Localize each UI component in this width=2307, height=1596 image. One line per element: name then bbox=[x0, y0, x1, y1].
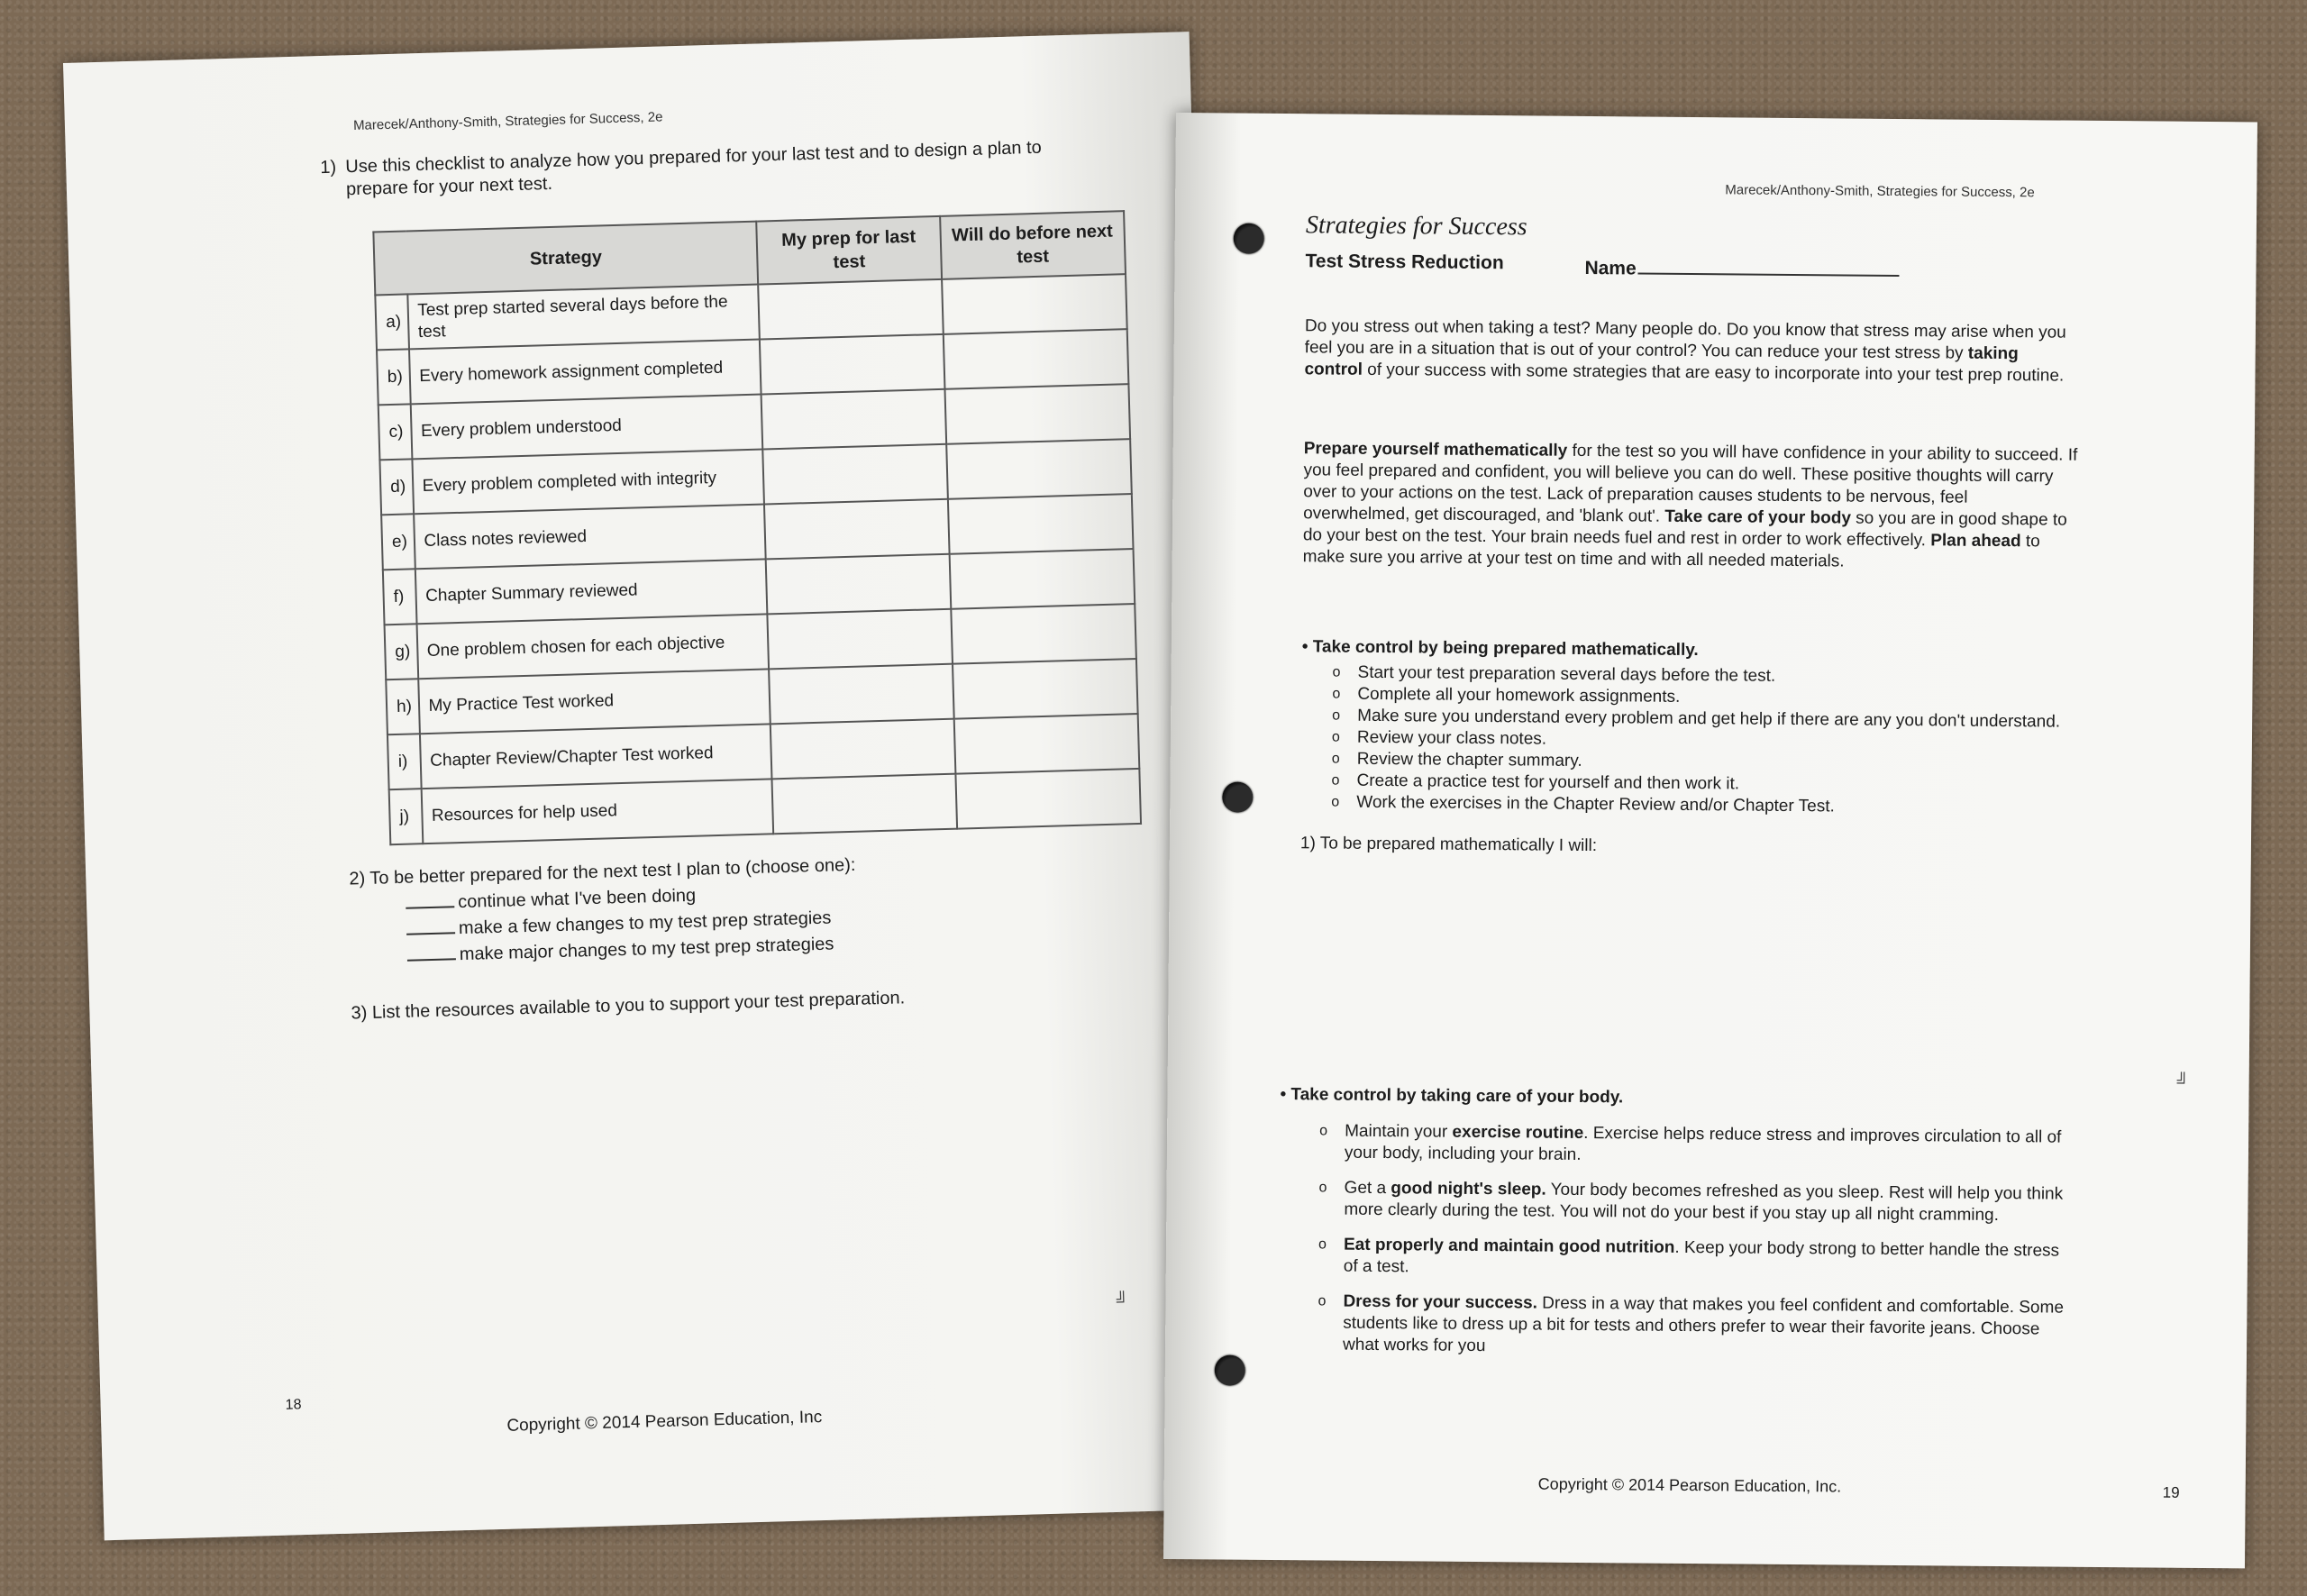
will-do-cell[interactable] bbox=[953, 659, 1138, 719]
prepare-bold-1: Prepare yourself mathematically bbox=[1303, 439, 1568, 461]
body-section-heading: • Take control by taking care of your body. bbox=[1280, 1085, 1624, 1108]
row-letter: b) bbox=[377, 349, 410, 405]
list-item: o Review your class notes. bbox=[1319, 726, 2076, 754]
row-letter: g) bbox=[385, 624, 418, 679]
question-1-number: 1) bbox=[320, 157, 337, 178]
list-item: o Review the chapter summary. bbox=[1319, 748, 2076, 776]
math-section-heading: • Take control by being prepared mathematically. bbox=[1301, 637, 1699, 661]
row-strategy: Chapter Review/Chapter Test worked bbox=[419, 724, 771, 789]
row-letter: d) bbox=[379, 459, 413, 515]
my-prep-cell[interactable] bbox=[763, 444, 948, 505]
intro-paragraph bbox=[1304, 315, 2080, 388]
my-prep-cell[interactable] bbox=[764, 499, 949, 560]
row-letter: c) bbox=[378, 404, 412, 460]
row-strategy: My Practice Test worked bbox=[418, 669, 771, 734]
my-prep-cell[interactable] bbox=[766, 554, 951, 615]
will-do-cell[interactable] bbox=[955, 769, 1141, 829]
copyright-right: Copyright © 2014 Pearson Education, Inc. bbox=[1537, 1474, 1842, 1496]
will-do-cell[interactable] bbox=[944, 384, 1130, 444]
intro-text-2: of your success with some strategies that are easy to incorporate into your test prep routine. bbox=[1367, 360, 2065, 386]
binder-hole bbox=[1234, 223, 1264, 254]
choice-label: continue what I've been doing bbox=[457, 885, 697, 913]
running-head-left: Marecek/Anthony-Smith, Strategies for Success, 2e bbox=[352, 109, 663, 134]
row-strategy: Every problem completed with integrity bbox=[412, 449, 764, 514]
row-strategy: Every homework assignment completed bbox=[409, 340, 761, 405]
choice-blank[interactable] bbox=[407, 958, 456, 962]
list-item: o Dress for your success. Dress in a way that makes you feel confident and comfortable. Some students like to dress up a bit for tests and others prefer to wear their favorite jeans. Choose what works for you bbox=[1305, 1290, 2076, 1362]
choice-blank[interactable] bbox=[406, 932, 455, 935]
row-strategy: Resources for help used bbox=[421, 779, 773, 844]
list-item: o Start your test preparation several days before the test. bbox=[1319, 661, 2076, 689]
body-strategy-list bbox=[1305, 1120, 2077, 1362]
list-item: o Make sure you understand every problem and get help if there are any you don't understand. bbox=[1319, 705, 2076, 733]
page-title: Strategies for Success bbox=[1305, 211, 1527, 242]
intro-bold-1: taking control bbox=[1304, 343, 2019, 379]
list-item: o Eat properly and maintain good nutrition. Keep your body strong to better handle the stress of a test. bbox=[1306, 1234, 2076, 1283]
name-label: Name bbox=[1584, 257, 1637, 279]
question-2-text: 2) To be better prepared for the next test I plan to (choose one): bbox=[349, 854, 856, 889]
row-letter: h) bbox=[386, 679, 419, 734]
row-letter: a) bbox=[375, 294, 408, 350]
page-number-right: 19 bbox=[2162, 1483, 2180, 1501]
prep-checklist-table bbox=[372, 210, 1142, 845]
my-prep-cell[interactable] bbox=[760, 334, 944, 395]
list-item: o Get a good night's sleep. Your body becomes refreshed as you sleep. Rest will help you think more clearly during the test. You will not do your best if you stay up all night cramming. bbox=[1306, 1177, 2076, 1227]
math-strategy-list bbox=[1318, 661, 2076, 819]
row-strategy: Test prep started several days before the test bbox=[407, 285, 760, 350]
my-prep-cell[interactable] bbox=[772, 774, 957, 834]
my-prep-cell[interactable] bbox=[768, 609, 953, 670]
will-do-cell[interactable] bbox=[942, 274, 1127, 334]
math-prompt: 1) To be prepared mathematically I will: bbox=[1299, 834, 1598, 856]
prepare-bold-3: Plan ahead bbox=[1930, 531, 2021, 552]
prepare-text-3: to make sure you arrive at your test on time and with all needed materials. bbox=[1302, 532, 2040, 571]
row-letter: e) bbox=[381, 514, 415, 570]
copyright-left: Copyright © 2014 Pearson Education, Inc bbox=[506, 1408, 823, 1436]
row-strategy: Chapter Summary reviewed bbox=[415, 559, 767, 624]
choice-label: make major changes to my test prep strategies bbox=[459, 934, 834, 965]
math-section bbox=[1300, 636, 2077, 861]
prepare-text-1: for the test so you will have confidence in your ability to succeed. If you feel prepared and confident, you will believe you can do well. These positive thoughts will carry over to your actions on the test. Lack of preparation causes students to be nervous, feel overwhelmed, get discouraged, and 'blank out'. bbox=[1303, 441, 2078, 526]
header-my-prep: My prep for last test bbox=[757, 216, 942, 285]
corner-mark-left: ╝ bbox=[1116, 1290, 1128, 1309]
prepare-bold-2: Take care of your body bbox=[1664, 506, 1852, 528]
question-1 bbox=[320, 135, 1085, 201]
header-will-do: Will do before next test bbox=[940, 211, 1126, 279]
will-do-cell[interactable] bbox=[953, 714, 1139, 774]
body-section bbox=[1278, 1084, 2078, 1376]
left-page bbox=[63, 32, 1230, 1540]
page-number-left: 18 bbox=[285, 1397, 302, 1413]
row-letter: f) bbox=[383, 569, 416, 625]
row-strategy: Every problem understood bbox=[410, 395, 762, 460]
list-item: o Complete all your homework assignments. bbox=[1319, 683, 2076, 711]
my-prep-cell[interactable] bbox=[758, 279, 943, 340]
intro-text-1: Do you stress out when taking a test? Many people do. Do you know that stress may arise when you feel you are in a situation that is out of your control? You can reduce your test stress by bbox=[1304, 316, 2066, 363]
binder-hole bbox=[1215, 1354, 1245, 1385]
row-strategy: Class notes reviewed bbox=[414, 504, 766, 569]
binder-hole bbox=[1222, 781, 1253, 812]
will-do-cell[interactable] bbox=[943, 329, 1128, 389]
name-blank-line[interactable] bbox=[1638, 272, 1900, 277]
choice-label: make a few changes to my test prep strategies bbox=[458, 907, 832, 939]
prepare-text-2: so you are in good shape to do your best on the test. Your brain needs fuel and rest in order to work effectively. bbox=[1302, 508, 2067, 551]
name-field[interactable] bbox=[1584, 258, 1899, 282]
corner-mark-right: ╝ bbox=[2176, 1072, 2189, 1090]
question-3: 3) List the resources available to you to support your test preparation. bbox=[351, 988, 906, 1024]
question-2 bbox=[349, 853, 858, 971]
row-letter: i) bbox=[388, 734, 421, 789]
list-item: o Work the exercises in the Chapter Review and/or Chapter Test. bbox=[1318, 791, 2075, 819]
my-prep-cell[interactable] bbox=[769, 664, 953, 725]
row-strategy: One problem chosen for each objective bbox=[416, 614, 769, 679]
will-do-cell[interactable] bbox=[951, 604, 1136, 664]
right-page bbox=[1163, 113, 2257, 1568]
row-letter: j) bbox=[389, 789, 423, 844]
my-prep-cell[interactable] bbox=[771, 719, 955, 780]
running-head-right: Marecek/Anthony-Smith, Strategies for Success, 2e bbox=[1725, 182, 2035, 201]
list-item: o Create a practice test for yourself and then work it. bbox=[1318, 770, 2075, 798]
will-do-cell[interactable] bbox=[946, 439, 1132, 499]
will-do-cell[interactable] bbox=[947, 494, 1133, 554]
header-strategy: Strategy bbox=[373, 222, 758, 296]
list-item: o Maintain your exercise routine. Exercise helps reduce stress and improves circulation to all of your body, including your brain. bbox=[1307, 1120, 2077, 1170]
my-prep-cell[interactable] bbox=[761, 389, 946, 450]
prepare-paragraph bbox=[1303, 438, 2079, 574]
question-1-text: Use this checklist to analyze how you prepared for your last test and to design a plan to prepare for your next test. bbox=[345, 137, 1043, 200]
will-do-cell[interactable] bbox=[949, 549, 1135, 609]
choice-blank[interactable] bbox=[406, 906, 454, 909]
page-subtitle: Test Stress Reduction bbox=[1305, 251, 1504, 274]
